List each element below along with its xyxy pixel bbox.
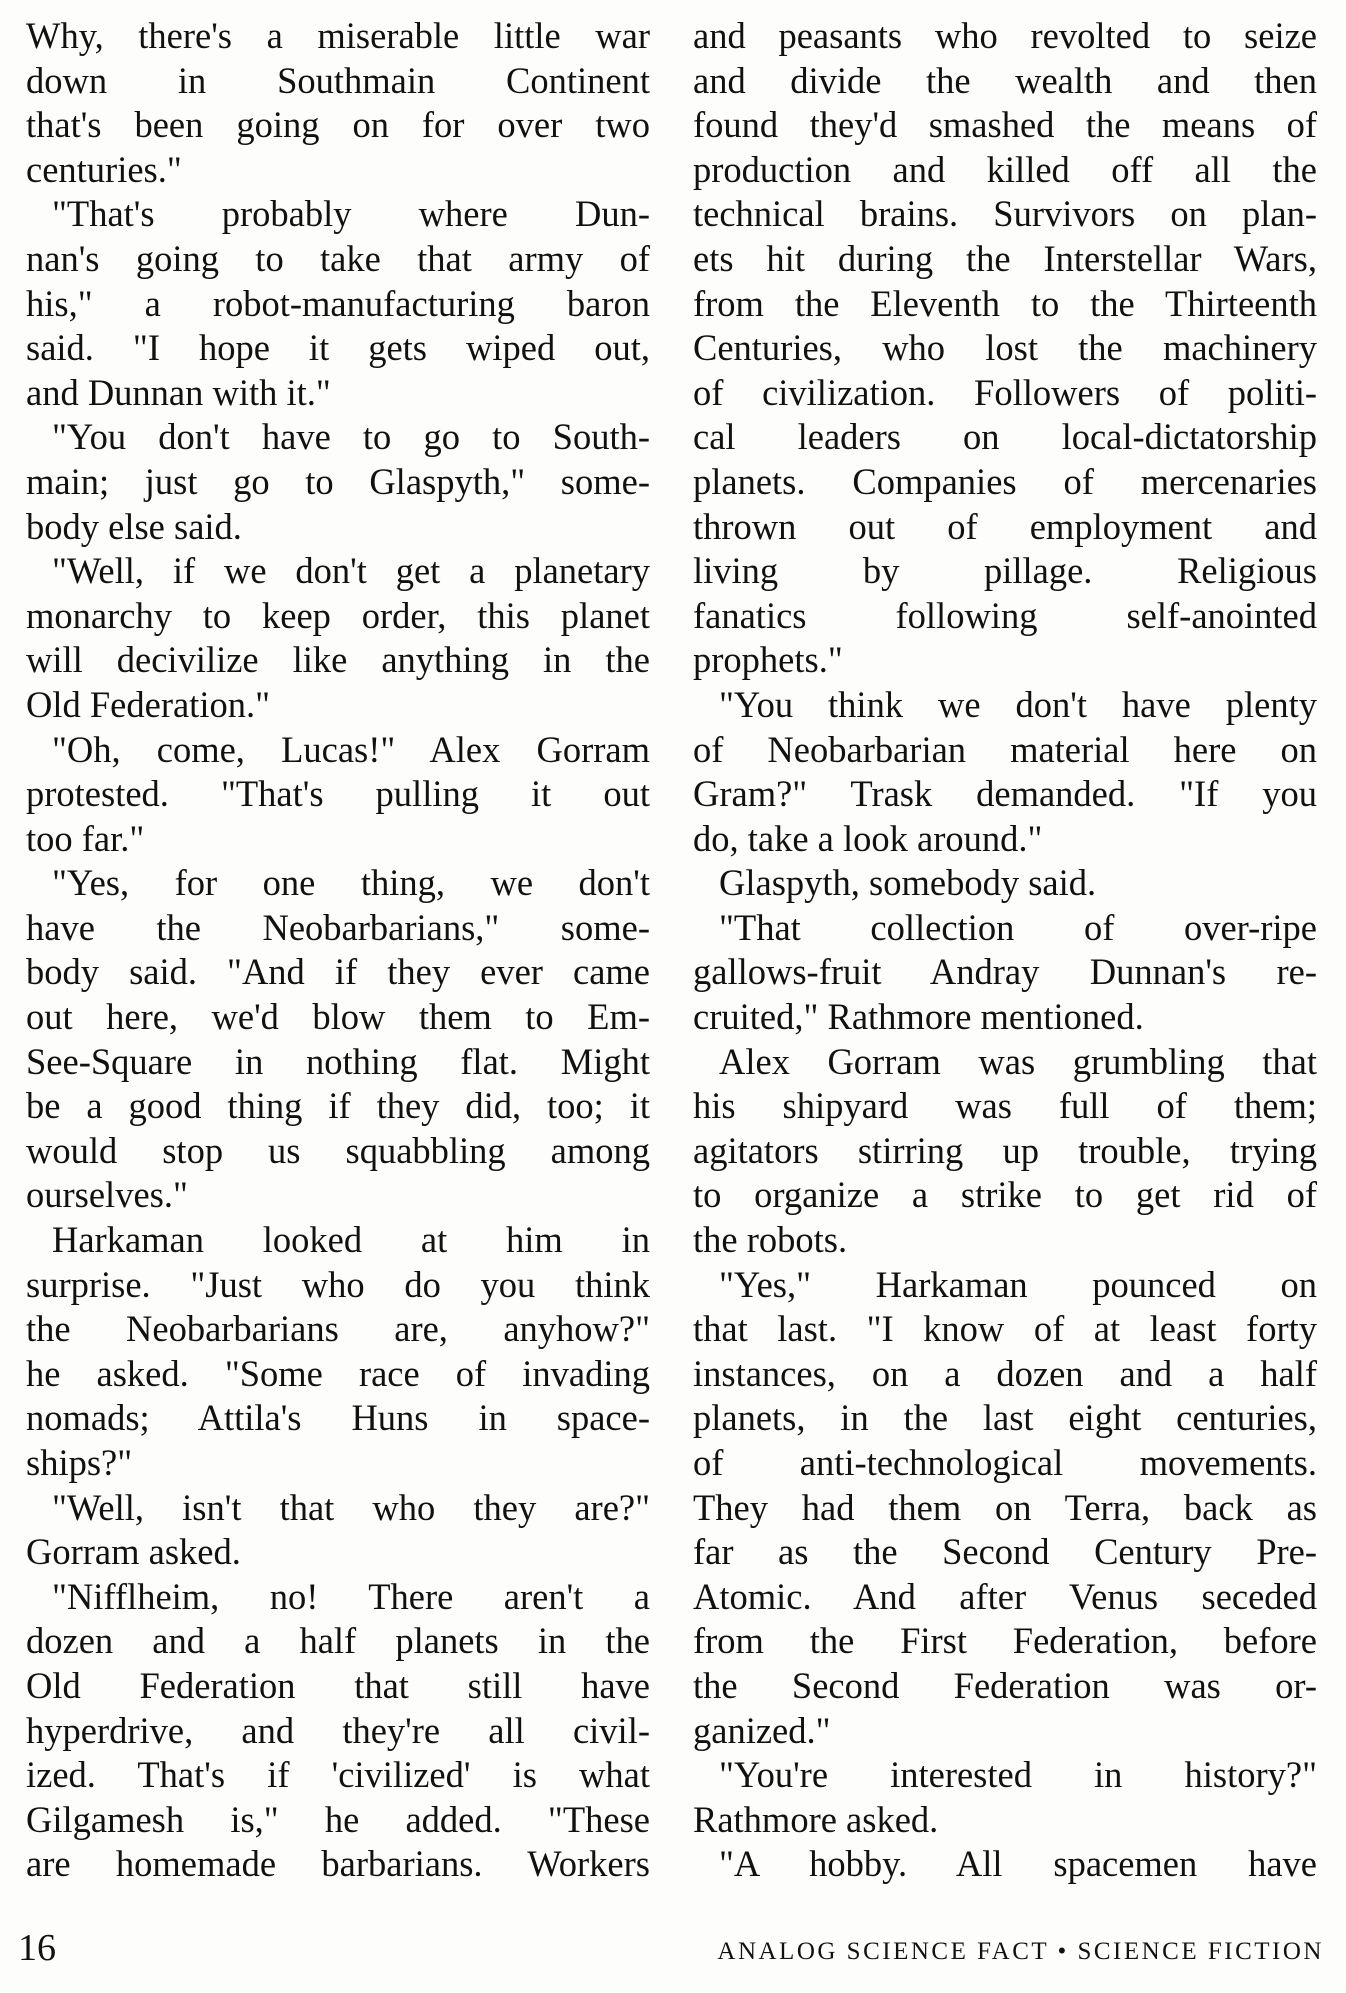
text-line: will decivilize like anything in the	[26, 639, 650, 681]
text-line: "Well, if we don't get a planetary	[52, 550, 650, 592]
text-line: ets hit during the Interstellar Wars,	[693, 237, 1317, 279]
text-line: be a good thing if they did, too; it	[26, 1085, 650, 1127]
text-line: production and killed off all the	[693, 148, 1317, 190]
text-line: "You don't have to go to South-	[52, 416, 650, 458]
text-line: that's been going on for over two	[26, 104, 650, 146]
text-line: protested. "That's pulling it out	[26, 773, 650, 815]
text-line: his shipyard was full of them;	[693, 1085, 1317, 1127]
text-line: agitators stirring up trouble, trying	[693, 1129, 1317, 1171]
text-line: Rathmore asked.	[693, 1798, 939, 1840]
text-line: out here, we'd blow them to Em-	[26, 996, 650, 1038]
text-line: main; just go to Glaspyth," some-	[26, 460, 650, 502]
text-line: the robots.	[693, 1219, 848, 1261]
text-line: Old Federation that still have	[26, 1664, 650, 1706]
text-line: "That's probably where Dun-	[52, 193, 650, 235]
text-line: "Nifflheim, no! There aren't a	[52, 1575, 650, 1617]
text-line: "Yes," Harkaman pounced on	[719, 1263, 1317, 1305]
text-line: monarchy to keep order, this planet	[26, 594, 650, 636]
text-line: Gorram asked.	[26, 1531, 241, 1573]
text-line: fanatics following self-anointed	[693, 594, 1317, 636]
text-line: planets, in the last eight centuries,	[693, 1397, 1317, 1439]
text-line: and divide the wealth and then	[693, 59, 1317, 101]
text-line: Atomic. And after Venus seceded	[693, 1575, 1317, 1617]
text-line: "A hobby. All spacemen have	[719, 1843, 1317, 1885]
text-line: ized. That's if 'civilized' is what	[26, 1754, 650, 1796]
text-line: "Well, isn't that who they are?"	[52, 1486, 650, 1528]
text-line: cal leaders on local-dictatorship	[693, 416, 1317, 458]
right-text-column	[693, 14, 1317, 1887]
text-line: Gram?" Trask demanded. "If you	[693, 773, 1317, 815]
text-line: Alex Gorram was grumbling that	[719, 1040, 1317, 1082]
text-line: prophets."	[693, 639, 843, 681]
text-line: gallows-fruit Andray Dunnan's re-	[693, 951, 1317, 993]
text-line: far as the Second Century Pre-	[693, 1531, 1317, 1573]
text-line: centuries."	[26, 148, 182, 190]
text-line: dozen and a half planets in the	[26, 1620, 650, 1662]
text-line: to organize a strike to get rid of	[693, 1174, 1317, 1216]
text-line: Glaspyth, somebody said.	[719, 862, 1097, 904]
text-line: would stop us squabbling among	[26, 1129, 650, 1171]
text-line: Gilgamesh is," he added. "These	[26, 1798, 650, 1840]
text-line: do, take a look around."	[693, 817, 1043, 859]
text-line: and peasants who revolted to seize	[693, 15, 1317, 56]
text-line: body else said.	[26, 505, 242, 547]
text-line: that last. "I know of at least forty	[693, 1308, 1317, 1350]
text-line: the Neobarbarians are, anyhow?"	[26, 1308, 650, 1350]
text-line: too far."	[26, 817, 145, 859]
text-line: he asked. "Some race of invading	[26, 1352, 650, 1394]
text-line: ships?"	[26, 1442, 133, 1483]
text-line: cruited," Rathmore mentioned.	[693, 996, 1144, 1038]
text-line: of Neobarbarian material here on	[693, 728, 1317, 770]
text-line: Why, there's a miserable little war	[26, 15, 650, 56]
text-line: planets. Companies of mercenaries	[693, 460, 1317, 502]
text-line: hyperdrive, and they're all civil-	[26, 1709, 650, 1751]
text-line: thrown out of employment and	[693, 505, 1317, 547]
text-line: are homemade barbarians. Workers	[26, 1843, 650, 1885]
text-line: instances, on a dozen and a half	[693, 1352, 1317, 1394]
text-line: ganized."	[693, 1709, 831, 1751]
text-line: nan's going to take that army of	[26, 237, 650, 279]
text-line: from the First Federation, before	[693, 1620, 1317, 1662]
page-number: 16	[18, 1927, 56, 1969]
text-line: "Yes, for one thing, we don't	[52, 862, 650, 904]
text-line: They had them on Terra, back as	[693, 1486, 1317, 1528]
text-line: body said. "And if they ever came	[26, 951, 650, 993]
text-line: of civilization. Followers of politi-	[693, 371, 1317, 413]
text-line: of anti-technological movements.	[693, 1442, 1317, 1483]
text-line: down in Southmain Continent	[26, 59, 650, 101]
text-line: said. "I hope it gets wiped out,	[26, 327, 650, 369]
text-line: technical brains. Survivors on plan-	[693, 193, 1317, 235]
text-line: found they'd smashed the means of	[693, 104, 1317, 146]
text-line: Old Federation."	[26, 683, 270, 725]
text-line: "You think we don't have plenty	[719, 683, 1317, 725]
text-line: living by pillage. Religious	[693, 550, 1317, 592]
left-text-column	[26, 14, 650, 1887]
text-line: his," a robot-manufacturing baron	[26, 282, 650, 324]
text-line: Centuries, who lost the machinery	[693, 327, 1317, 369]
text-line: surprise. "Just who do you think	[26, 1263, 650, 1305]
text-line: Harkaman looked at him in	[52, 1219, 650, 1261]
page-footer	[0, 1925, 1346, 1975]
text-line: "That collection of over-ripe	[719, 906, 1317, 948]
text-line: nomads; Attila's Huns in space-	[26, 1397, 650, 1439]
running-head: ANALOG SCIENCE FACT • SCIENCE FICTION	[717, 1938, 1324, 1965]
text-line: See-Square in nothing flat. Might	[26, 1040, 650, 1082]
text-line: and Dunnan with it."	[26, 371, 331, 413]
text-line: from the Eleventh to the Thirteenth	[693, 282, 1317, 324]
text-line: ourselves."	[26, 1174, 188, 1216]
text-line: have the Neobarbarians," some-	[26, 906, 650, 948]
text-line: "Oh, come, Lucas!" Alex Gorram	[52, 728, 650, 770]
text-line: the Second Federation was or-	[693, 1664, 1317, 1706]
text-line: "You're interested in history?"	[719, 1754, 1317, 1796]
